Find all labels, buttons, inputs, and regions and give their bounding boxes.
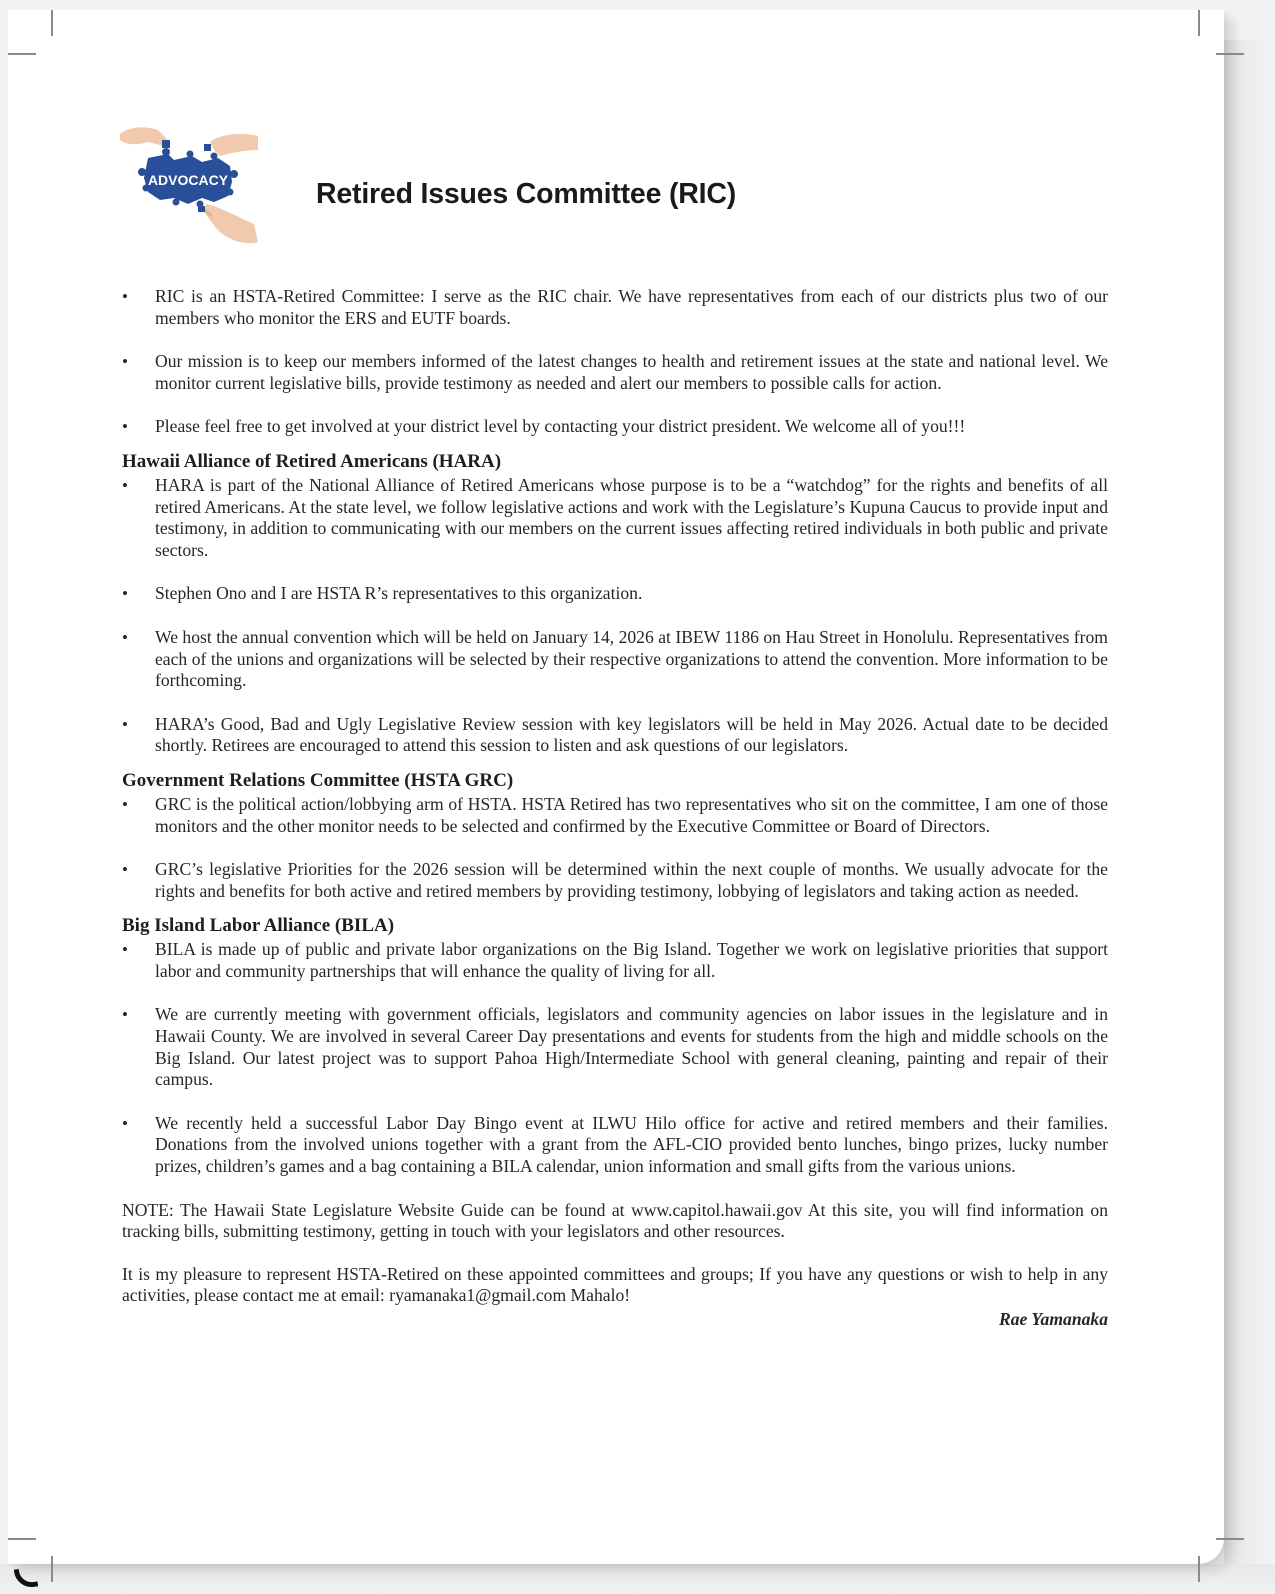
closing-paragraph: It is my pleasure to represent HSTA-Retired on these appointed committees and groups; If you have any questions or wish to help in any activities, please contact me at email: ryamanaka1@gmail.com Mahalo! — [122, 1263, 1108, 1306]
crop-mark-bottom-left-vertical — [51, 1556, 53, 1582]
puzzle-hands-icon — [118, 120, 260, 248]
note-paragraph: NOTE: The Hawaii State Legislature Website Guide can be found at www.capitol.hawaii.gov At this site, you will find information on tracking bills, submitting testimony, getting in touch with your legislators and other resources. — [122, 1199, 1108, 1242]
ric-item: • Our mission is to keep our members informed of the latest changes to health and retirement issues at the state and national level. We monitor current legislative bills, provide testimony as needed and alert our members to possible calls for action. — [122, 351, 1108, 394]
crop-mark-top-left-horizontal — [8, 53, 36, 55]
advocacy-logo — [118, 120, 260, 248]
page-shadow-bottom — [0, 1564, 1275, 1594]
hara-item: • HARA is part of the National Alliance of Retired Americans whose purpose is to be a “watchdog” for the rights and benefits of all retired Americans. At the state level, we follow legislative actions and work with the Legislature’s Kupuna Caucus to provide input and testimony, in addition to communicating with our members on the current issues affecting retired individuals in both public and private sectors. — [122, 475, 1108, 561]
hara-heading: Hawaii Alliance of Retired Americans (HARA) — [122, 450, 502, 472]
signature: Rae Yamanaka — [998, 1309, 1108, 1329]
crop-mark-top-right-horizontal — [1216, 53, 1244, 55]
grc-heading: Government Relations Committee (HSTA GRC) — [122, 769, 514, 791]
bila-item: • BILA is made up of public and private labor organizations on the Big Island. Together we work on legislative priorities that support labor and community partnerships that will enhance the quality of living for all. — [122, 939, 1108, 982]
crop-mark-top-right-vertical — [1198, 10, 1200, 36]
bila-list — [122, 939, 1108, 1177]
crop-mark-bottom-right-vertical — [1198, 1556, 1200, 1582]
ric-item: • Please feel free to get involved at your district level by contacting your district president. We welcome all of you!!! — [122, 416, 1108, 438]
hara-list — [122, 475, 1108, 757]
bila-item: • We are currently meeting with government officials, legislators and community agencies on labor issues in the legislature and in Hawaii County. We are involved in several Career Day presentations and events for students from the high and middle schools on the Big Island. Our latest project was to support Pahoa High/Intermediate School with general cleaning, painting and repair of their campus. — [122, 1004, 1108, 1090]
ric-list — [122, 286, 1108, 438]
grc-item: • GRC is the political action/lobbying arm of HSTA. HSTA Retired has two representatives who sit on the committee, I am one of those monitors and the other monitor needs to be selected and confirmed by the Executive Committee or Board of Directors. — [122, 794, 1108, 837]
grc-list — [122, 794, 1108, 902]
hara-item: • We host the annual convention which will be held on January 14, 2026 at IBEW 1186 on Hau Street in Honolulu. Representatives from each of the unions and organizations will be selected by their respective organizations to attend the convention. More information to be forthcoming. — [122, 627, 1108, 692]
svg-text:ADVOCACY: ADVOCACY — [147, 172, 229, 188]
crop-mark-bottom-right-horizontal — [1216, 1538, 1244, 1540]
crop-mark-top-left-vertical — [51, 10, 53, 36]
page-title: Retired Issues Committee (RIC) — [316, 178, 737, 210]
bila-item: • We recently held a successful Labor Day Bingo event at ILWU Hilo office for active and retired members and their families. Donations from the involved unions together with a grant from the AFL-CIO provided bento lunches, bingo prizes, lucky number prizes, children’s games and a bag containing a BILA calendar, union information and small gifts from the various unions. — [122, 1113, 1108, 1178]
hara-item: • Stephen Ono and I are HSTA R’s representatives to this organization. — [122, 583, 1108, 605]
document-body — [122, 286, 1108, 1331]
grc-item: • GRC’s legislative Priorities for the 2026 session will be determined within the next couple of months. We usually advocate for the rights and benefits for both active and retired members by providing testimony, lobbying of legislators and taking action as needed. — [122, 859, 1108, 902]
page-shadow-right — [1224, 40, 1275, 1594]
bila-heading: Big Island Labor Alliance (BILA) — [122, 915, 395, 937]
crop-mark-bottom-left-horizontal — [8, 1538, 36, 1540]
ric-item: • RIC is an HSTA-Retired Committee: I serve as the RIC chair. We have representatives from each of our districts plus two of our members who monitor the ERS and EUTF boards. — [122, 286, 1108, 329]
hara-item: • HARA’s Good, Bad and Ugly Legislative Review session with key legislators will be held in May 2026. Actual date to be decided shortly. Retirees are encouraged to attend this session to listen and ask questions of our legislators. — [122, 714, 1108, 757]
